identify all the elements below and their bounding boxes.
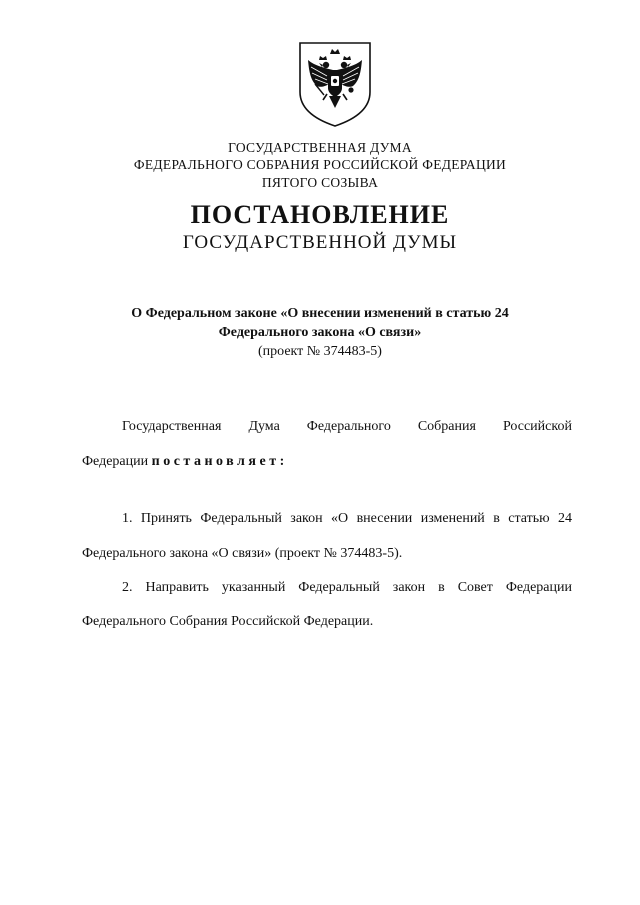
item1-line2: Федерального закона «О связи» (проект № 374483-5). [82,546,403,561]
item2-word: закон [392,580,426,595]
intro-word: Государственная [122,419,222,434]
subject-line1: О Федеральном законе «О внесении изменений в статью 24 [131,306,509,321]
item1-word: в [493,511,500,526]
intro-word: Собрания [417,419,476,434]
item2-word: указанный [221,580,286,595]
document-type-title: ПОСТАНОВЛЕНИЕ [190,200,450,229]
item1-word: «О [331,511,349,526]
intro-line2 [82,452,572,471]
resolution-verb: постановляет: [151,454,288,469]
item2-line1 [122,578,572,597]
item2-word: в [438,580,445,595]
item1-word: внесении [356,511,413,526]
item1-word: изменений [420,511,485,526]
item2-word: 2. [122,580,133,595]
org-name-line1: ГОСУДАРСТВЕННАЯ ДУМА [228,140,412,155]
intro-word: Федерального [306,419,391,434]
item2-line2: Федерального Собрания Российской Федерации. [82,614,374,629]
item1-word: 1. [122,511,133,526]
item1-word: 24 [557,511,572,526]
item2-word: Направить [145,580,209,595]
intro-word: Российской [502,419,572,434]
intro-line1 [122,417,572,436]
item2-word: Федерации [505,580,572,595]
intro-word: Дума [248,419,280,434]
item2-word: Совет [457,580,493,595]
item1-word: статью [508,511,550,526]
item1-word: Принять [140,511,192,526]
item2-word: Федеральный [298,580,380,595]
draft-number: (проект № 374483-5) [258,344,382,359]
item1-word: Федеральный [200,511,282,526]
subject-line2: Федерального закона «О связи» [218,325,422,340]
document-issuer: ГОСУДАРСТВЕННОЙ ДУМЫ [182,232,458,253]
org-convocation: ПЯТОГО СОЗЫВА [261,175,379,190]
org-name-line2: ФЕДЕРАЛЬНОГО СОБРАНИЯ РОССИЙСКОЙ ФЕДЕРАЦИИ [133,157,507,172]
coat-of-arms-icon [297,40,373,128]
item1-line1 [122,509,572,528]
intro-line2-start: Федерации [82,454,152,469]
item1-word: закон [290,511,323,526]
